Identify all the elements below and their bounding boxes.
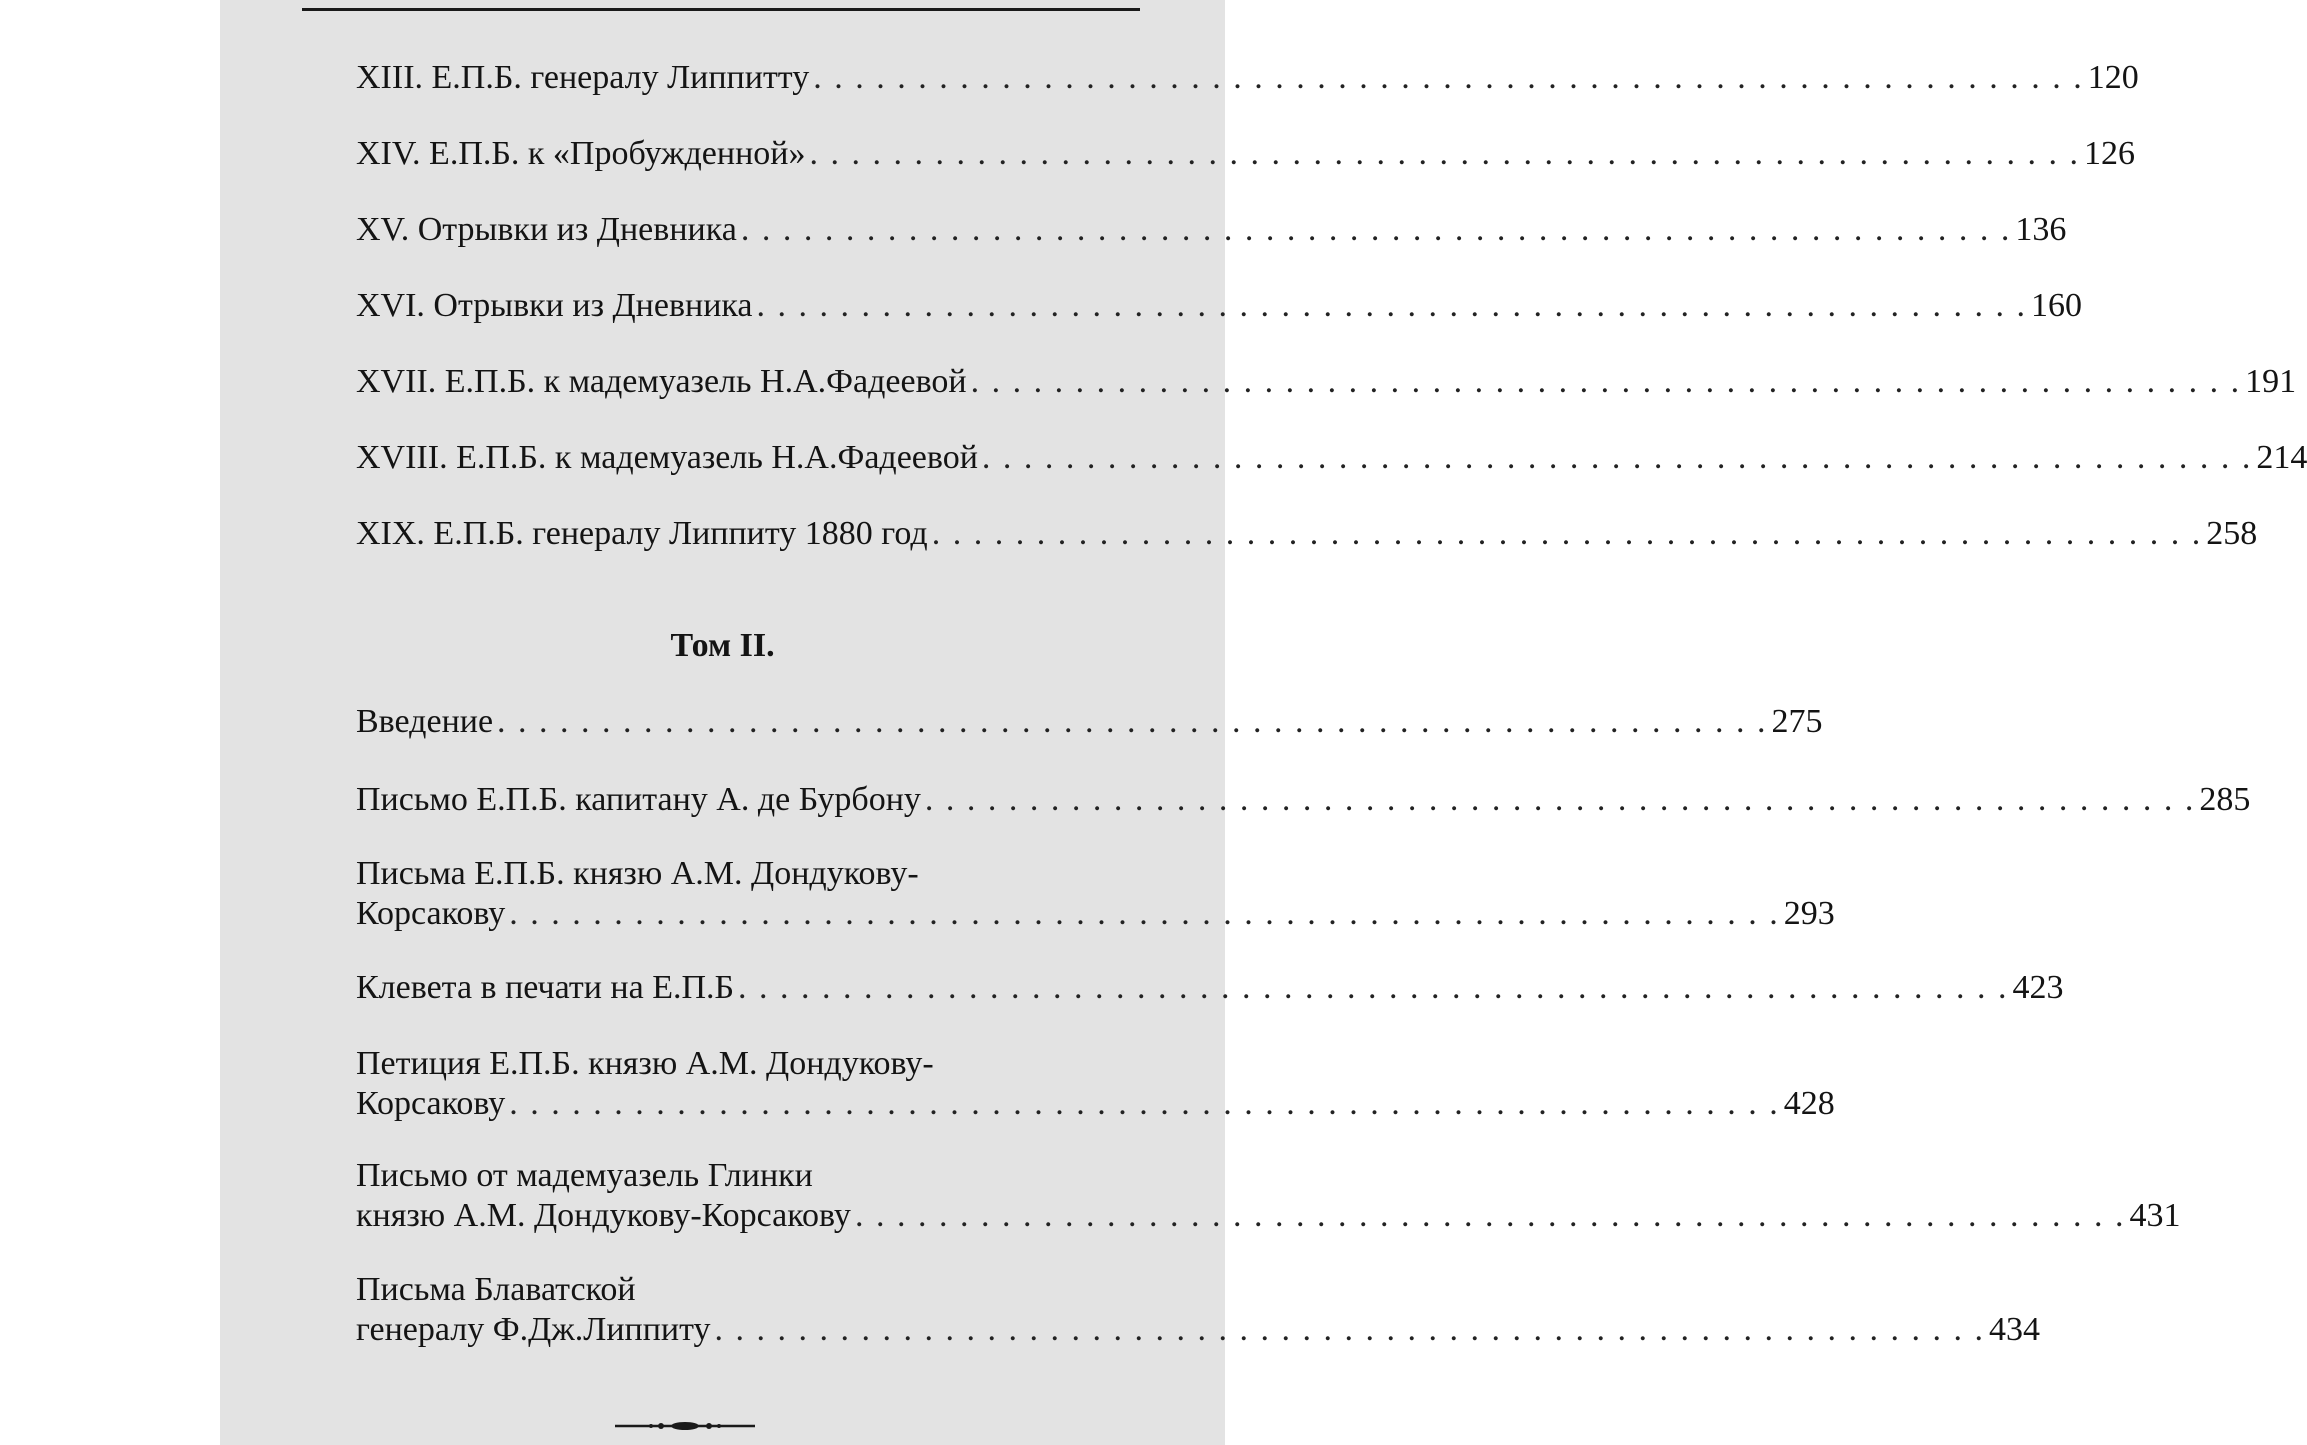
toc-entry-title: Письмо Е.П.Б. капитану А. де Бурбону — [356, 781, 921, 818]
leader-dots — [967, 362, 2242, 402]
toc-entry — [356, 134, 2135, 174]
leader-dots — [505, 894, 1780, 934]
toc-entry — [356, 780, 2251, 820]
toc-entry-title-line1: Письма Блаватской — [356, 1271, 636, 1308]
leader-dots — [978, 438, 2253, 478]
toc-entry-title: Корсакову — [356, 1085, 506, 1122]
toc-entry-title: XVI. Отрывки из Дневника — [356, 287, 753, 324]
leader-dots — [921, 780, 2196, 820]
toc-entry-title: генералу Ф.Дж.Липпиту — [356, 1311, 711, 1348]
toc-entry-title: Клевета в печати на Е.П.Б — [356, 969, 735, 1006]
leader-dots — [505, 1084, 1780, 1124]
leader-dots — [753, 286, 2028, 326]
book-page — [220, 0, 2307, 1445]
toc-entry-page: 293 — [1783, 895, 1835, 932]
toc-entry — [356, 210, 2067, 250]
toc-entry-title-line1: Петиция Е.П.Б. князю А.М. Дондукову- — [356, 1045, 934, 1082]
toc-entry-page: 191 — [2245, 363, 2297, 400]
leader-dots — [806, 134, 2081, 174]
toc-entry — [356, 968, 2064, 1008]
toc-entry-title: князю А.М. Дондукову-Корсакову — [356, 1197, 851, 1234]
toc-entry-page: 285 — [2199, 781, 2251, 818]
leader-dots — [734, 968, 2009, 1008]
toc-entry — [356, 1270, 2041, 1350]
toc-entry-title: XIII. Е.П.Б. генералу Липпитту — [356, 59, 810, 96]
toc-entry-title: XIX. Е.П.Б. генералу Липпиту 1880 год — [356, 515, 928, 552]
top-rule — [302, 8, 1140, 11]
toc-entry-title: XV. Отрывки из Дневника — [356, 211, 737, 248]
leader-dots — [928, 514, 2203, 554]
toc-entry-title: Введение — [356, 703, 494, 740]
toc-entry-title: Корсакову — [356, 895, 506, 932]
toc-entry — [356, 514, 2258, 554]
toc-entry-title: XVII. Е.П.Б. к мадемуазель Н.А.Фадеевой — [356, 363, 967, 400]
toc-entry-page: 434 — [1989, 1311, 2041, 1348]
toc-entry — [356, 854, 1835, 934]
leader-dots — [851, 1196, 2126, 1236]
leader-dots — [809, 58, 2084, 98]
toc-entry-page: 136 — [2015, 211, 2067, 248]
toc-entry-page: 431 — [2129, 1197, 2181, 1234]
toc-entry — [356, 362, 2297, 402]
toc-entry — [356, 1044, 1835, 1124]
toc-entry-title: XIV. Е.П.Б. к «Пробужденной» — [356, 135, 806, 172]
toc-entry-page: 275 — [1771, 703, 1823, 740]
toc-entry-page: 160 — [2031, 287, 2083, 324]
toc-entry-page: 126 — [2084, 135, 2135, 172]
toc-entry — [356, 702, 1823, 742]
toc-entry-title-line1: Письма Е.П.Б. князю А.М. Дондукову- — [356, 855, 919, 892]
toc-entry-page: 423 — [2012, 969, 2064, 1006]
toc-entry — [356, 1156, 2181, 1236]
toc-entry-title-line1: Письмо от мадемуазель Глинки — [356, 1157, 813, 1194]
toc-entry — [356, 58, 2139, 98]
leader-dots — [737, 210, 2012, 250]
toc-entry-page: 120 — [2087, 59, 2139, 96]
toc-entry-page: 214 — [2256, 439, 2307, 476]
toc-entry-title: XVIII. Е.П.Б. к мадемуазель Н.А.Фадеевой — [356, 439, 978, 476]
leader-dots — [711, 1310, 1986, 1350]
leader-dots — [493, 702, 1768, 742]
toc-entry — [356, 286, 2083, 326]
toc-entry-page: 258 — [2206, 515, 2258, 552]
toc-entry-page: 428 — [1783, 1085, 1835, 1122]
ornament-divider-icon — [615, 1418, 755, 1434]
volume-heading: Том II. — [670, 627, 775, 664]
toc-entry — [356, 438, 2307, 478]
